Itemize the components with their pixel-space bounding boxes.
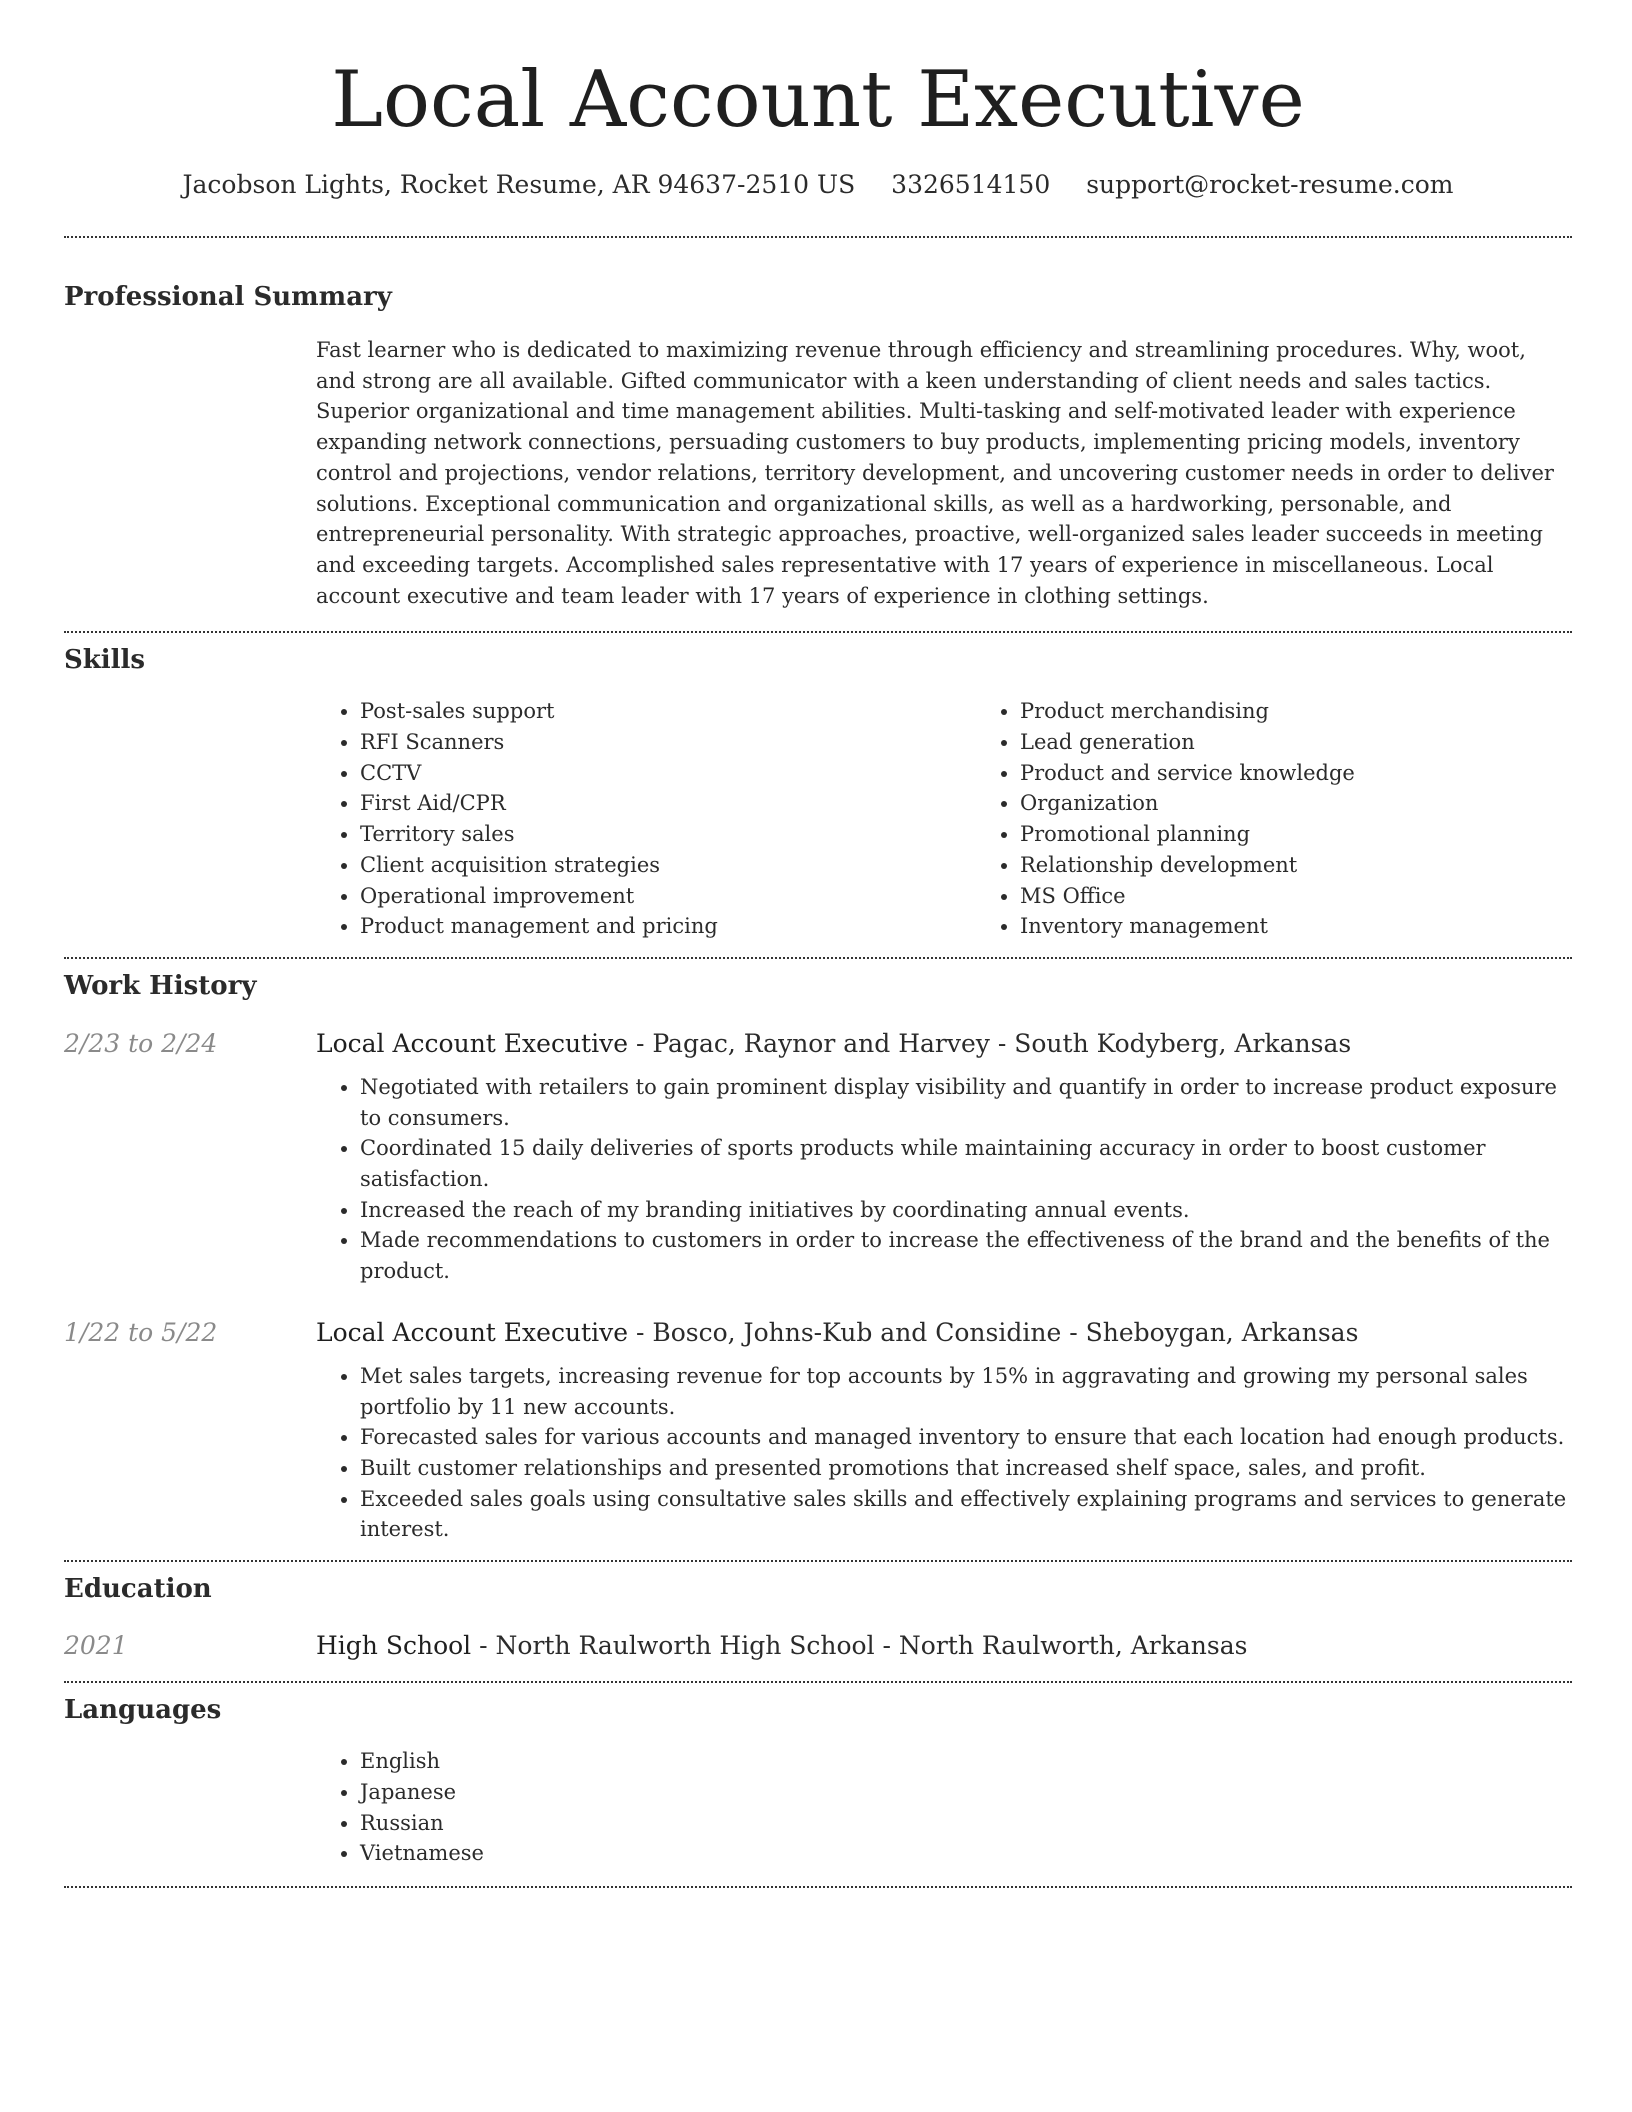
skill-item: • Inventory management (1020, 911, 1632, 942)
languages-content (316, 1746, 1572, 1869)
job-heading (316, 1316, 1358, 1350)
summary-section (64, 280, 1572, 611)
divider (64, 1560, 1572, 1562)
separator: - (628, 1028, 653, 1058)
contact-address: Jacobson Lights, Rocket Resume, AR 94637-2510 US (182, 170, 856, 199)
education-row (64, 1629, 1572, 1663)
education-section (64, 1572, 1572, 1663)
job-bullets (316, 1361, 1572, 1545)
divider (64, 236, 1572, 238)
job-bullet: • Negotiated with retailers to gain prominent display visibility and quantify in order to increase product exposure to consumers. (360, 1072, 1572, 1133)
job-entry (64, 1316, 1572, 1545)
separator: - (1061, 1317, 1086, 1347)
contact-line (64, 168, 1572, 202)
language-item: • Russian (360, 1808, 1572, 1839)
skill-item: • CCTV (360, 758, 976, 789)
job-bullet: • Made recommendations to customers in order to increase the effectiveness of the brand and the benefits of the product. (360, 1225, 1572, 1286)
job-details (316, 1361, 1572, 1545)
job-details (316, 1072, 1572, 1287)
education-location: North Raulworth, Arkansas (898, 1631, 1248, 1661)
job-dates: 1/22 to 5/22 (64, 1317, 218, 1347)
work-section (64, 969, 1572, 1545)
skills-section (64, 643, 1572, 942)
job-company: Pagac, Raynor and Harvey (652, 1028, 990, 1058)
resume-page (64, 0, 1572, 1888)
skill-item: • Promotional planning (1020, 819, 1632, 850)
divider (64, 957, 1572, 959)
job-header-row (64, 1316, 1572, 1350)
skills-list-right (976, 696, 1632, 942)
education-heading (316, 1629, 1247, 1663)
summary-text: Fast learner who is dedicated to maximizing revenue through efficiency and streamlining procedures. Why, woot, and strong are all available. Gifted communicator with a keen understanding of client needs and sales tactics. Superior organizational and time management abilities. Multi-tasking and self-motivated leader with experience expanding network connections, persuading customers to buy products, implementing pricing models, inventory control and projections, vendor relations, territory development, and uncovering customer needs in order to deliver solutions. Exceptional communication and organizational skills, as well as a hardworking, personable, and entrepreneurial personality. With strategic approaches, proactive, well-organized sales leader succeeds in meeting and exceeding targets. Accomplished sales representative with 17 years of experience in miscellaneous. Local account executive and team leader with 17 years of experience in clothing settings. (316, 338, 1554, 608)
language-item: • English (360, 1746, 1572, 1777)
language-item: • Vietnamese (360, 1838, 1572, 1869)
separator: - (874, 1631, 899, 1661)
contact-phone: 3326514150 (891, 170, 1051, 199)
skill-item: • Territory sales (360, 819, 976, 850)
divider (64, 631, 1572, 633)
job-bullet: • Increased the reach of my branding initiatives by coordinating annual events. (360, 1195, 1572, 1226)
language-item: • Japanese (360, 1777, 1572, 1808)
skill-item: • Product management and pricing (360, 911, 976, 942)
education-degree: High School (316, 1631, 472, 1661)
section-title-work: Work History (64, 970, 257, 1001)
job-entry (64, 1027, 1572, 1287)
skill-item: • Client acquisition strategies (360, 850, 976, 881)
section-title-skills: Skills (64, 645, 146, 676)
skill-item: • Product and service knowledge (1020, 758, 1632, 789)
separator: - (989, 1028, 1015, 1058)
skill-item: • RFI Scanners (360, 727, 976, 758)
section-title-summary: Professional Summary (64, 282, 392, 312)
separator: - (471, 1631, 496, 1661)
skills-list-left (316, 696, 976, 942)
education-year: 2021 (64, 1631, 128, 1661)
contact-email: support@rocket-resume.com (1086, 170, 1454, 199)
skill-item: • Operational improvement (360, 881, 976, 912)
job-header-row (64, 1027, 1572, 1061)
job-title: Local Account Executive (316, 1028, 629, 1058)
job-bullets (316, 1072, 1572, 1287)
section-title-education: Education (64, 1574, 212, 1605)
job-bullet: • Exceeded sales goals using consultative sales skills and effectively explaining programs and services to generate interest. (360, 1484, 1572, 1545)
job-title: Local Account Executive (316, 1317, 629, 1347)
job-dates: 2/23 to 2/24 (64, 1028, 218, 1058)
job-company: Bosco, Johns-Kub and Considine (652, 1317, 1062, 1347)
skill-item: • Lead generation (1020, 727, 1632, 758)
skill-item: • Product merchandising (1020, 696, 1632, 727)
job-bullet: • Built customer relationships and presented promotions that increased shelf space, sales, and profit. (360, 1453, 1572, 1484)
languages-section (64, 1693, 1572, 1869)
education-school: North Raulworth High School (495, 1631, 875, 1661)
skill-item: • First Aid/CPR (360, 788, 976, 819)
job-location: Sheboygan, Arkansas (1085, 1317, 1359, 1347)
summary-content (316, 335, 1572, 611)
skills-grid (316, 696, 1572, 942)
job-bullet: • Forecasted sales for various accounts and managed inventory to ensure that each location had enough products. (360, 1422, 1572, 1453)
divider (64, 1681, 1572, 1683)
skill-item: • MS Office (1020, 881, 1632, 912)
section-title-languages: Languages (64, 1695, 222, 1726)
skill-item: • Post-sales support (360, 696, 976, 727)
languages-list (316, 1746, 1572, 1869)
separator: - (628, 1317, 653, 1347)
divider (64, 1886, 1572, 1888)
job-heading (316, 1027, 1351, 1061)
job-bullet: • Met sales targets, increasing revenue for top accounts by 15% in aggravating and growing my personal sales portfolio by 11 new accounts. (360, 1361, 1572, 1422)
job-location: South Kodyberg, Arkansas (1014, 1028, 1352, 1058)
skill-item: • Organization (1020, 788, 1632, 819)
job-bullet: • Coordinated 15 daily deliveries of sports products while maintaining accuracy in order to boost customer satisfaction. (360, 1133, 1572, 1194)
resume-name: Local Account Executive (331, 55, 1305, 145)
skill-item: • Relationship development (1020, 850, 1632, 881)
